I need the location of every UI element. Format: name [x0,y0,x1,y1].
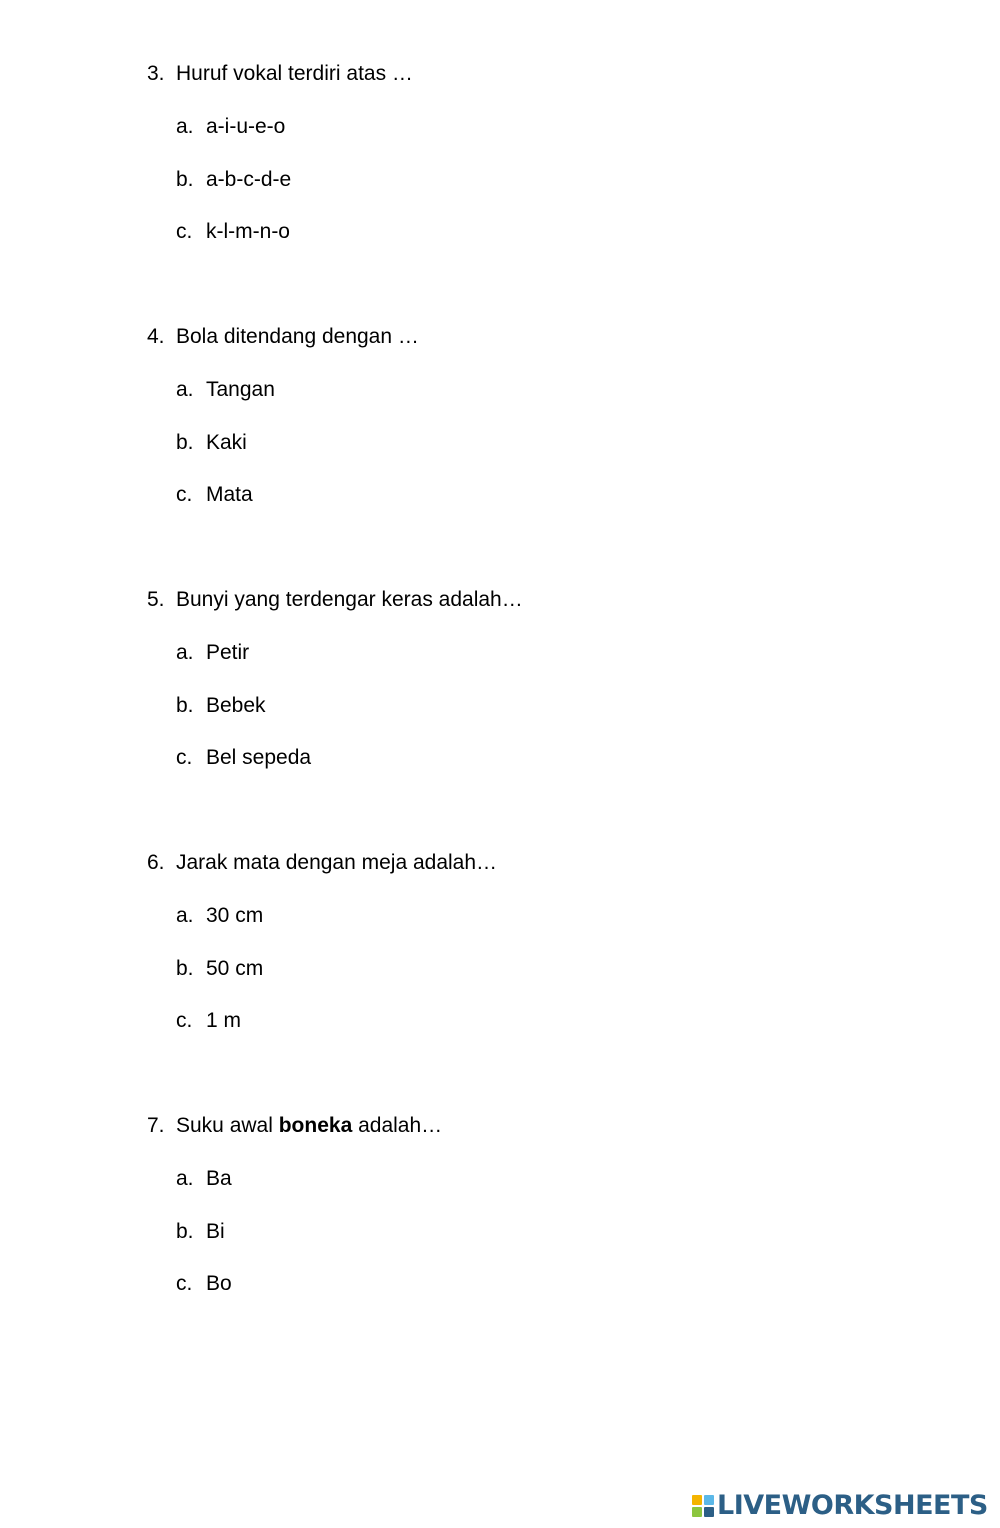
option-6b[interactable] [176,957,263,981]
option-letter: a. [176,904,194,927]
question-3 [0,62,1000,312]
option-text: k-l-m-n-o [206,220,290,243]
option-text: Petir [206,641,250,664]
logo-square-navy [704,1507,714,1517]
option-letter: b. [176,1220,194,1243]
logo-square-yellow [692,1495,702,1505]
option-4c[interactable] [176,483,253,507]
option-7a[interactable] [176,1167,232,1191]
question-3-text [147,62,413,86]
option-5a[interactable] [176,641,249,665]
option-text: 50 cm [206,957,264,980]
option-letter: c. [176,746,193,769]
option-4b[interactable] [176,431,247,455]
liveworksheets-logo-icon [692,1495,714,1517]
option-letter: c. [176,220,193,243]
option-7c[interactable] [176,1272,232,1296]
option-text: a-i-u-e-o [206,115,286,138]
option-letter: c. [176,1009,193,1032]
option-letter: c. [176,1272,193,1295]
option-text: 30 cm [206,904,264,927]
option-6c[interactable] [176,1009,241,1033]
question-prompt-start: Suku awal [176,1114,279,1137]
question-6 [0,851,1000,1101]
option-letter: b. [176,168,194,191]
question-4 [0,325,1000,575]
option-text: a-b-c-d-e [206,168,292,191]
option-letter: a. [176,378,194,401]
question-5-text [147,588,523,612]
question-6-text [147,851,497,875]
question-number: 7. [147,1114,165,1137]
option-3c[interactable] [176,220,290,244]
option-3a[interactable] [176,115,285,139]
option-text: 1 m [206,1009,242,1032]
option-letter: c. [176,483,193,506]
question-5 [0,588,1000,838]
logo-square-blue [704,1495,714,1505]
liveworksheets-brand[interactable] [692,1490,988,1522]
question-prompt: Bola ditendang dengan … [176,325,419,348]
option-text: Bo [206,1272,232,1295]
option-text: Bebek [206,694,266,717]
question-4-text [147,325,419,349]
option-letter: b. [176,694,194,717]
question-number: 6. [147,851,165,874]
option-letter: a. [176,1167,194,1190]
question-prompt-end: adalah… [352,1114,443,1137]
option-5b[interactable] [176,694,266,718]
question-prompt: Bunyi yang terdengar keras adalah… [176,588,523,611]
question-number: 4. [147,325,165,348]
option-3b[interactable] [176,168,291,192]
question-prompt: Huruf vokal terdiri atas … [176,62,413,85]
option-text: Kaki [206,431,247,454]
option-letter: b. [176,431,194,454]
option-text: Bel sepeda [206,746,312,769]
question-7-text [147,1114,442,1138]
option-text: Bi [206,1220,225,1243]
option-text: Mata [206,483,253,506]
question-number: 5. [147,588,165,611]
logo-square-green [692,1507,702,1517]
option-5c[interactable] [176,746,311,770]
option-text: Tangan [206,378,275,401]
brand-wordmark: LIVEWORKSHEETS [717,1490,988,1521]
option-6a[interactable] [176,904,263,928]
option-letter: a. [176,115,194,138]
question-keyword: boneka [278,1114,353,1137]
option-4a[interactable] [176,378,275,402]
option-7b[interactable] [176,1220,225,1244]
question-number: 3. [147,62,165,85]
option-letter: b. [176,957,194,980]
option-letter: a. [176,641,194,664]
question-prompt: Jarak mata dengan meja adalah… [176,851,498,874]
option-text: Ba [206,1167,232,1190]
question-7 [0,1114,1000,1364]
